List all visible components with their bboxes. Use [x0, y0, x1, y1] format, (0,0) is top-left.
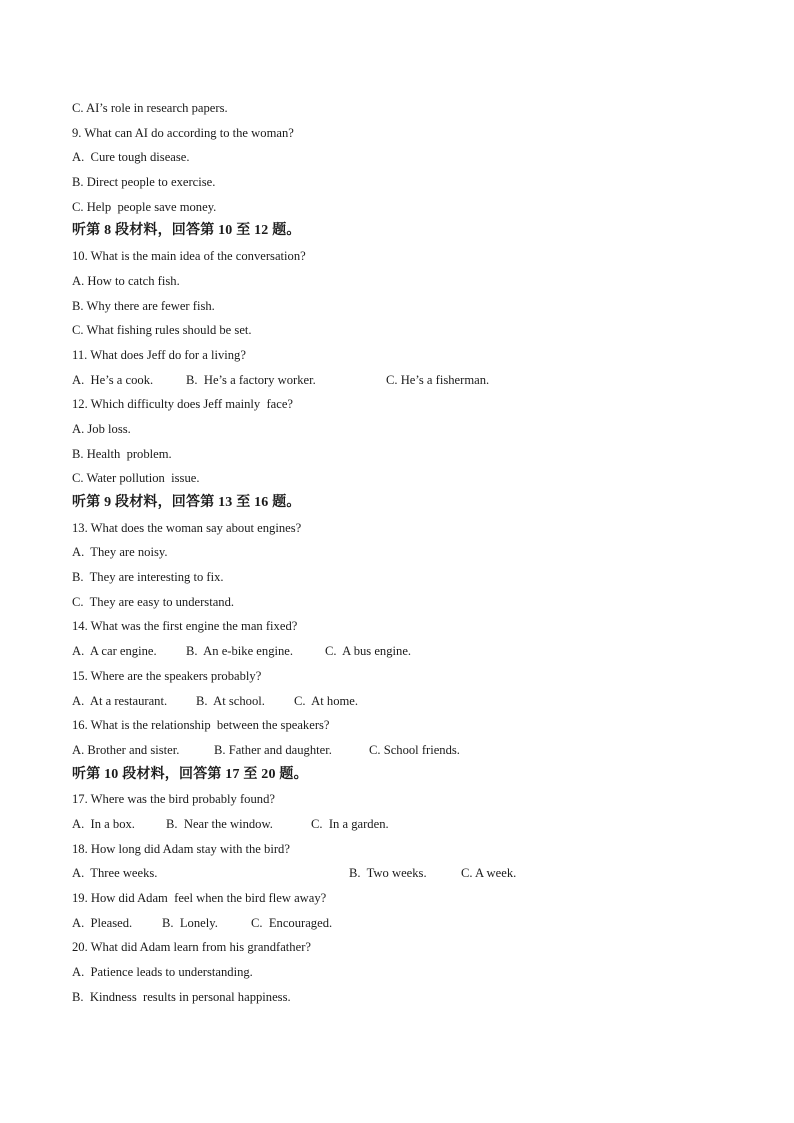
question-12: 12. Which difficulty does Jeff mainly face?: [72, 397, 294, 412]
options-row-19: [72, 911, 732, 936]
option-b: B. Lonely.: [162, 915, 218, 930]
option-c: C. He’s a fisherman.: [386, 372, 490, 387]
option-b: B. He’s a factory worker.: [186, 372, 316, 387]
option-line: C. AI’s role in research papers.: [72, 101, 228, 115]
question-13: 13. What does the woman say about engines?: [72, 520, 302, 535]
option-a: A. A car engine.: [72, 644, 157, 659]
option-line: C. Water pollution issue.: [72, 471, 200, 486]
option-line: B. Kindness results in personal happiness.: [72, 989, 291, 1004]
option-line: C. Help people save money.: [72, 199, 217, 214]
option-a: A. Pleased.: [72, 915, 133, 930]
section-heading-8: 听第 8 段材料，回答第 10 至 12 题。: [72, 223, 301, 239]
options-row-15: [72, 689, 732, 714]
option-a: A. In a box.: [72, 816, 135, 831]
question-19: 19. How did Adam feel when the bird flew away?: [72, 891, 327, 905]
option-b: B. Father and daughter.: [214, 742, 332, 757]
question-15: 15. Where are the speakers probably?: [72, 668, 262, 683]
question-10: 10. What is the main idea of the conversation?: [72, 249, 306, 264]
question-14: 14. What was the first engine the man fixed?: [72, 619, 298, 634]
options-row-17: [72, 812, 732, 837]
option-line: A. How to catch fish.: [72, 273, 180, 288]
options-row-16: [72, 738, 732, 763]
question-9: 9. What can AI do according to the woman?: [72, 125, 294, 140]
option-line: A. They are noisy.: [72, 545, 168, 560]
question-list: [72, 96, 732, 1009]
options-row-18: [72, 861, 732, 886]
section-heading-10: 听第 10 段材料，回答第 17 至 20 题。: [72, 766, 308, 782]
option-a: A. Three weeks.: [72, 866, 158, 881]
question-18: 18. How long did Adam stay with the bird?: [72, 841, 290, 856]
question-20: 20. What did Adam learn from his grandfather?: [72, 940, 311, 955]
option-a: A. He’s a cook.: [72, 372, 154, 387]
option-c: C. School friends.: [369, 742, 460, 757]
question-17: 17. Where was the bird probably found?: [72, 792, 275, 807]
option-line: B. Why there are fewer fish.: [72, 298, 215, 313]
option-b: B. At school.: [196, 693, 265, 708]
option-b: B. Near the window.: [166, 816, 273, 831]
section-heading-9: 听第 9 段材料，回答第 13 至 16 题。: [72, 495, 301, 510]
option-b: B. An e-bike engine.: [186, 644, 294, 659]
option-line: B. Direct people to exercise.: [72, 175, 216, 190]
option-a: A. Brother and sister.: [72, 742, 180, 757]
options-row-14: [72, 639, 732, 664]
option-line: B. They are interesting to fix.: [72, 570, 224, 585]
options-row-11: [72, 368, 732, 393]
option-c: C. Encouraged.: [251, 915, 333, 930]
question-11: 11. What does Jeff do for a living?: [72, 347, 246, 362]
option-line: C. What fishing rules should be set.: [72, 323, 252, 338]
option-c: C. In a garden.: [311, 816, 389, 831]
option-line: C. They are easy to understand.: [72, 594, 235, 609]
question-16: 16. What is the relationship between the speakers?: [72, 718, 330, 733]
option-c: C. At home.: [294, 693, 359, 708]
option-line: A. Cure tough disease.: [72, 150, 190, 165]
option-line: B. Health problem.: [72, 446, 172, 461]
option-line: A. Job loss.: [72, 421, 131, 436]
option-c: C. A week.: [461, 866, 517, 881]
option-b: B. Two weeks.: [349, 866, 427, 881]
option-line: A. Patience leads to understanding.: [72, 965, 253, 980]
option-c: C. A bus engine.: [325, 644, 412, 659]
option-a: A. At a restaurant.: [72, 693, 168, 708]
